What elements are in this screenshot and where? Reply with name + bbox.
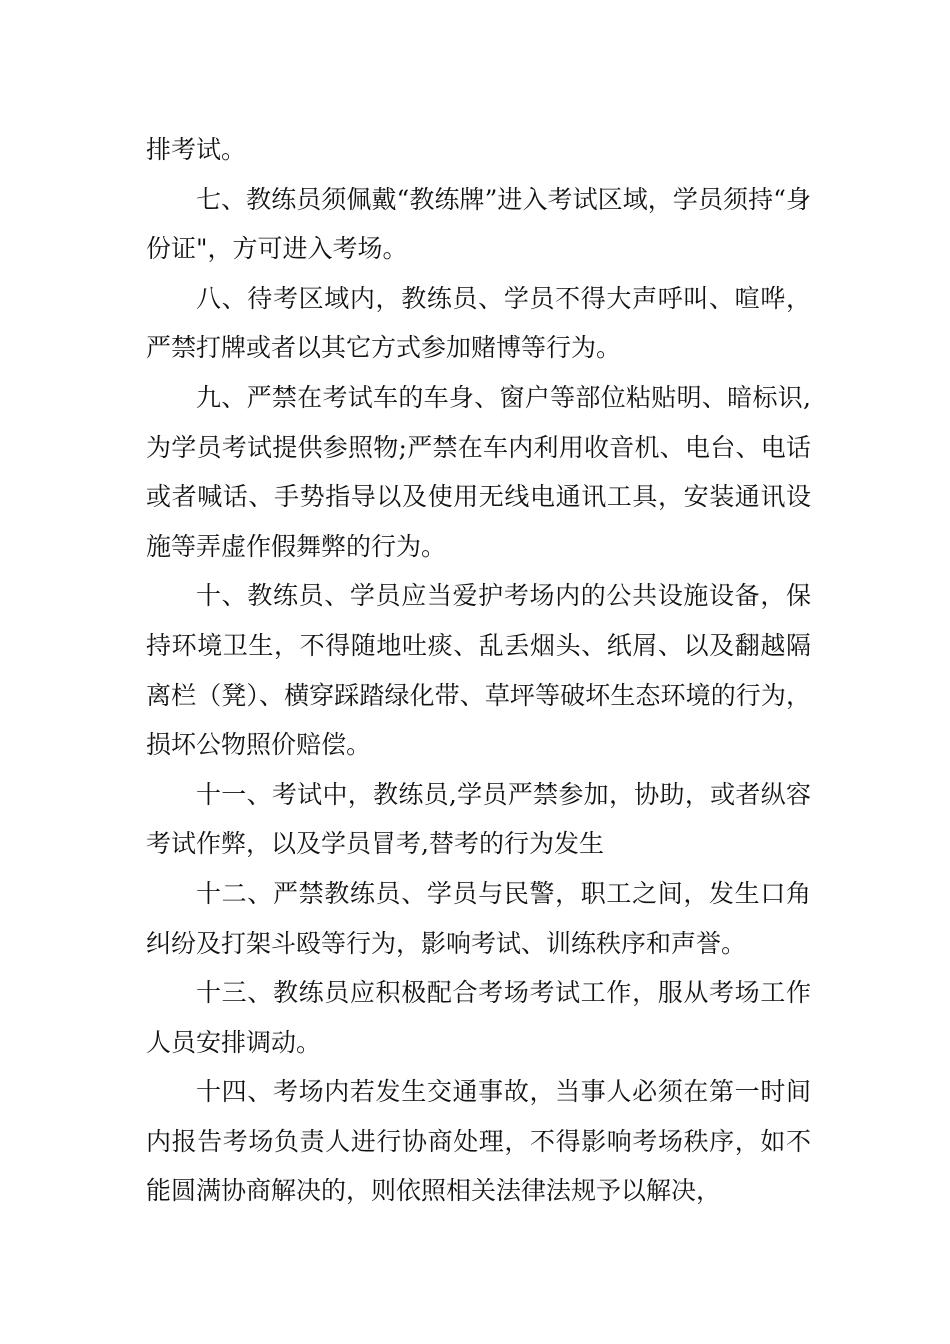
paragraph-rule-11: 十一、考试中，教练员,学员严禁参加，协助，或者纵容考试作弊，以及学员冒考,替考的行为发生 [146,779,811,859]
paragraph-rule-9: 九、严禁在考试车的车身、窗户等部位粘贴明、暗标识,为学员考试提供参照物;严禁在车内利用收音机、电台、电话或者喊话、手势指导以及使用无线电通讯工具，安装通讯设施等弄虚作假舞弊的行为。 [146,382,811,561]
paragraph-rule-13: 十三、教练员应积极配合考场考试工作，服从考场工作人员安排调动。 [146,978,811,1057]
paragraph-continuation: 排考试。 [146,135,247,164]
paragraph-rule-10: 十、教练员、学员应当爱护考场内的公共设施设备，保持环境卫生，不得随地吐痰、乱丢烟头、纸屑、以及翻越隔离栏（凳）、横穿踩踏绿化带、草坪等破坏生态环境的行为，损坏公物照价赔偿。 [146,581,811,760]
paragraph-rule-7: 七、教练员须佩戴“教练牌”进入考试区域，学员须持“身份证"，方可进入考场。 [146,184,811,264]
document-body [146,125,811,1216]
paragraph-rule-14: 十四、考场内若发生交通事故，当事人必须在第一时间内报告考场负责人进行协商处理，不得影响考场秩序，如不能圆满协商解决的，则依照相关法律法规予以解决， [146,1077,811,1206]
paragraph-rule-12: 十二、严禁教练员、学员与民警，职工之间，发生口角纠纷及打架斗殴等行为，影响考试、训练秩序和声誉。 [146,878,811,958]
paragraph-rule-8: 八、待考区域内，教练员、学员不得大声呼叫、喧哗，严禁打牌或者以其它方式参加赌博等行为。 [146,283,811,363]
